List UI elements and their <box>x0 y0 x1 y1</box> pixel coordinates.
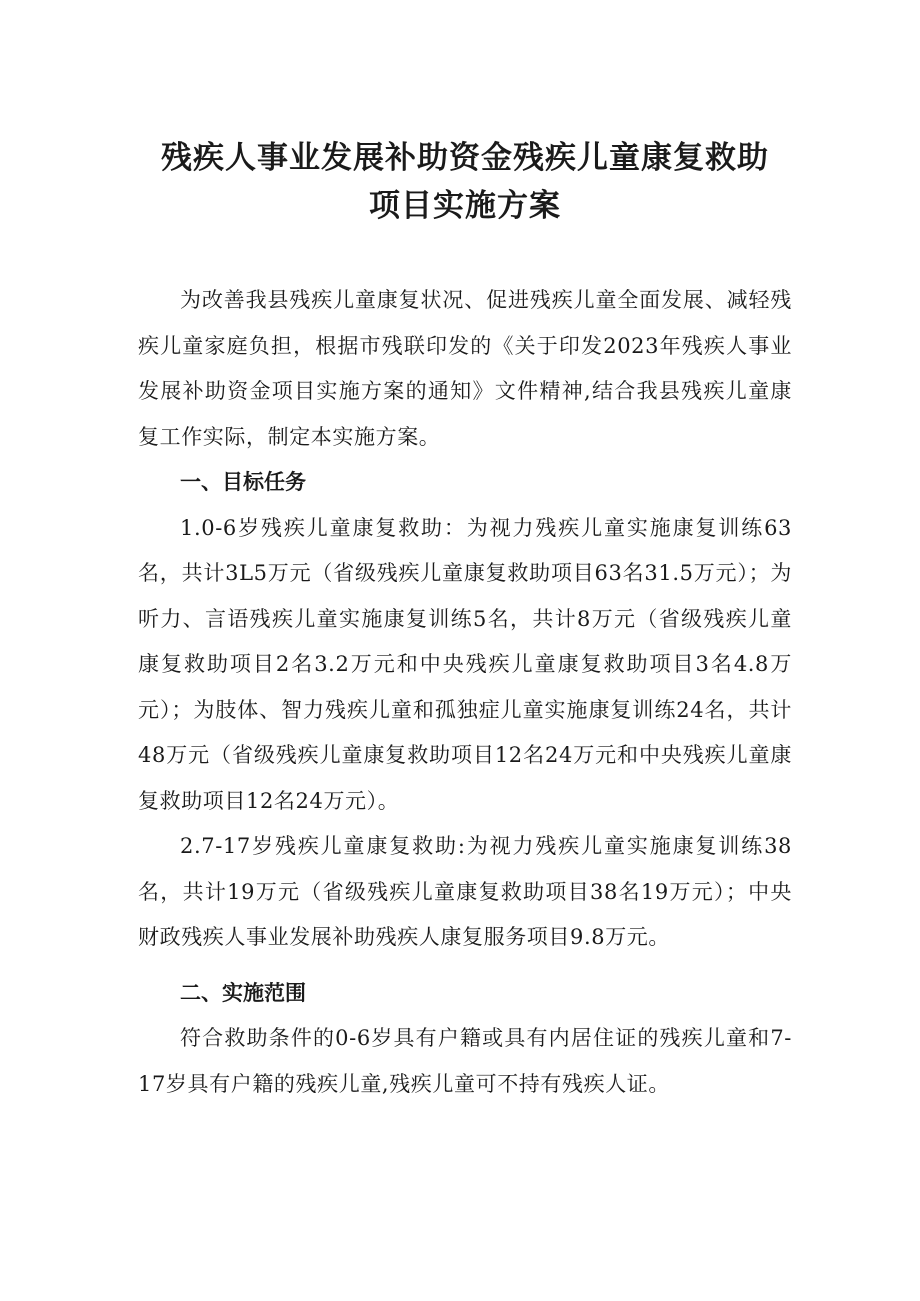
spacer <box>138 961 792 971</box>
section-2-body: 符合救助条件的0-6岁具有户籍或具有内居住证的残疾儿童和7-17岁具有户籍的残疾儿童,残疾儿童可不持有残疾人证。 <box>138 1026 792 1096</box>
section-2-heading: 二、实施范围 <box>180 980 306 1005</box>
intro-paragraph: 为改善我县残疾儿童康复状况、促进残疾儿童全面发展、减轻残疾儿童家庭负担，根据市残联印发的《关于印发2023年残疾人事业发展补助资金项目实施方案的通知》文件精神,结合我县残疾儿童康复工作实际，制定本实施方案。 <box>138 288 792 449</box>
document-title <box>138 134 792 230</box>
section-1-item-1: 1.0-6岁残疾儿童康复救助：为视力残疾儿童实施康复训练63名，共计3L5万元（省级残疾儿童康复救助项目63名31.5万元）；为听力、言语残疾儿童实施康复训练5名，共计8万元（省级残疾儿童康复救助项目2名3.2万元和中央残疾儿童康复救助项目3名4.8万元）；为肢体、智力残疾儿童和孤独症儿童实施康复训练24名，共计48万元（省级残疾儿童康复救助项目12名24万元和中央残疾儿童康复救助项目12名24万元）。 <box>138 515 792 813</box>
section-1-heading: 一、目标任务 <box>180 470 306 494</box>
title-line-2: 项目实施方案 <box>369 188 561 224</box>
title-line-1: 残疾人事业发展补助资金残疾儿童康复救助 <box>161 140 769 176</box>
section-1-item-2: 2.7-17岁残疾儿童康复救助:为视力残疾儿童实施康复训练38名，共计19万元（省级残疾儿童康复救助项目38名19万元）；中央财政残疾人事业发展补助残疾人康复服务项目9.8万元。 <box>138 834 792 949</box>
